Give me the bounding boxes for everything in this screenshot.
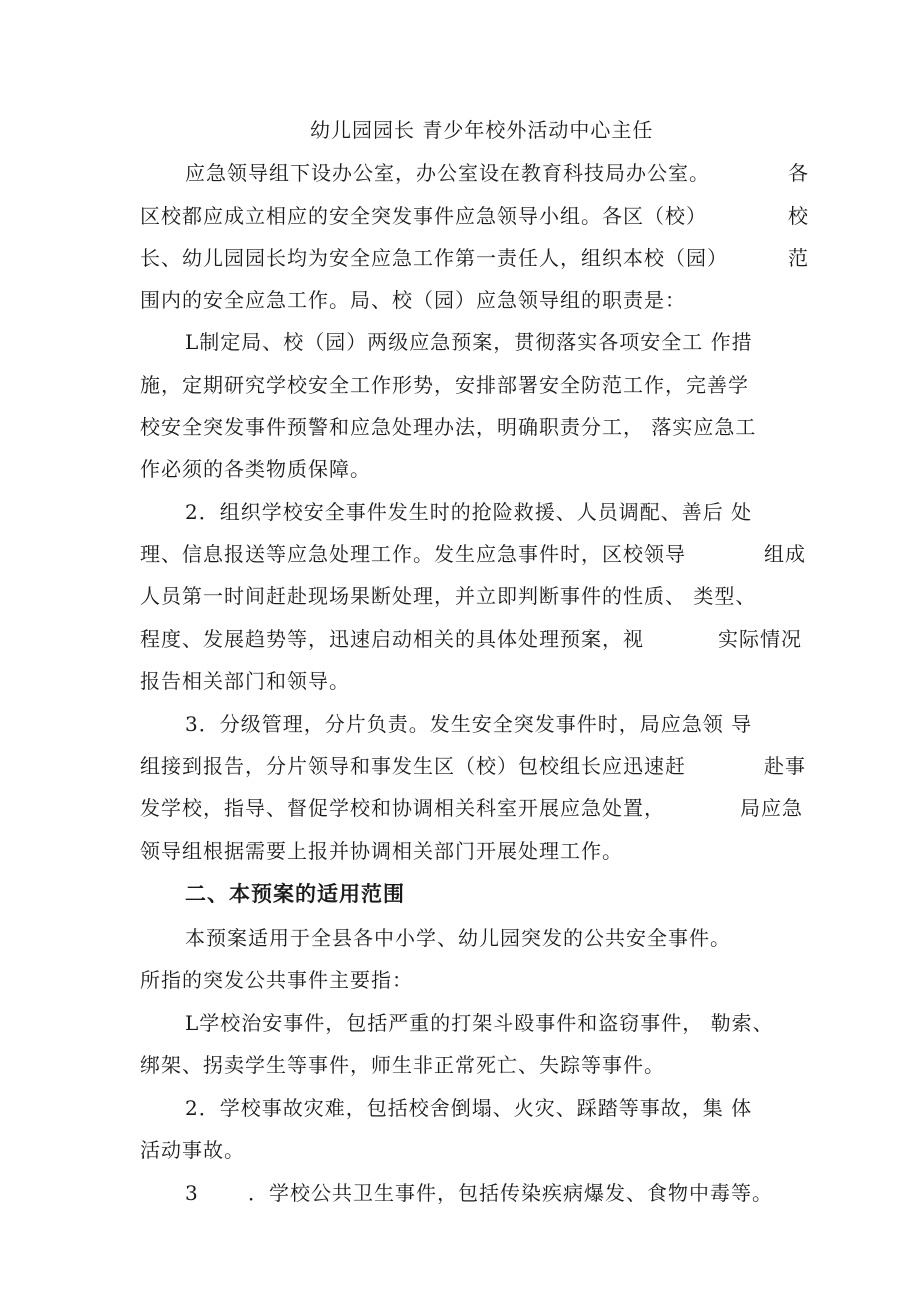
text-line: 围内的安全应急工作。局、校（园）应急领导组的职责是： — [140, 288, 686, 312]
text-line: 活动事故。 — [140, 1138, 245, 1162]
text-line: 人员第一时间赶赴现场果断处理，并立即判断事件的性质、 类型、 — [140, 584, 757, 608]
text-line: 范 — [788, 246, 809, 270]
text-line: 本预案适用于全县各中小学、幼儿园突发的公共安全事件。 — [185, 926, 731, 950]
text-line: 领导组根据需要上报并协调相关部门开展处理工作。 — [140, 839, 623, 863]
text-line: 校 — [788, 204, 809, 228]
text-line: 3．分级管理，分片负责。发生安全突发事件时，局应急领 导 — [185, 712, 753, 736]
text-line: ．学校公共卫生事件，包括传染疾病爆发、食物中毒等。 — [248, 1181, 773, 1205]
text-line: 校安全突发事件预警和应急处理办法，明确职责分工， 落实应急工 — [140, 415, 757, 439]
text-line: L制定局、校（园）两级应急预案，贯彻落实各项安全工 作措 — [185, 330, 753, 354]
text-line: 2．学校事故灾难，包括校舍倒塌、火灾、踩踏等事故，集 体 — [185, 1096, 753, 1120]
text-line: 赴事 — [764, 754, 806, 778]
text-line: 实际情况 — [718, 627, 802, 651]
text-line: 长、幼儿园园长均为安全应急工作第一责任人，组织本校（园） — [140, 246, 728, 270]
text-line: 幼儿园园长 青少年校外活动中心主任 — [310, 118, 654, 142]
text-line: 3 — [185, 1181, 199, 1205]
text-line: 2．组织学校安全事件发生时的抢险救援、人员调配、善后 处 — [185, 500, 753, 524]
text-line: 程度、发展趋势等，迅速启动相关的具体处理预案，视 — [140, 627, 644, 651]
text-line: L学校治安事件，包括严重的打架斗殴事件和盗窃事件， 勒索、 — [185, 1011, 774, 1035]
text-line: 所指的突发公共事件主要指： — [140, 968, 413, 992]
text-line: 局应急 — [740, 796, 803, 820]
text-line: 施，定期研究学校安全工作形势，安排部署安全防范工作，完善学 — [140, 373, 749, 397]
text-line: 组接到报告，分片领导和事发生区（校）包校组长应迅速赶 — [140, 754, 686, 778]
text-line: 作必须的各类物质保障。 — [140, 457, 371, 481]
section-heading: 二、本预案的适用范围 — [185, 882, 405, 906]
text-line: 应急领导组下设办公室，办公室设在教育科技局办公室。 — [185, 161, 710, 185]
text-line: 发学校，指导、督促学校和协调相关科室开展应急处置， — [140, 796, 665, 820]
text-line: 区校都应成立相应的安全突发事件应急领导小组。各区（校） — [140, 204, 707, 228]
text-line: 理、信息报送等应急处理工作。发生应急事件时，区校领导 — [140, 542, 686, 566]
text-line: 报告相关部门和领导。 — [140, 669, 350, 693]
text-line: 各 — [788, 161, 809, 185]
text-line: 组成 — [764, 542, 806, 566]
text-line: 绑架、拐卖学生等事件，师生非正常死亡、失踪等事件。 — [140, 1053, 665, 1077]
